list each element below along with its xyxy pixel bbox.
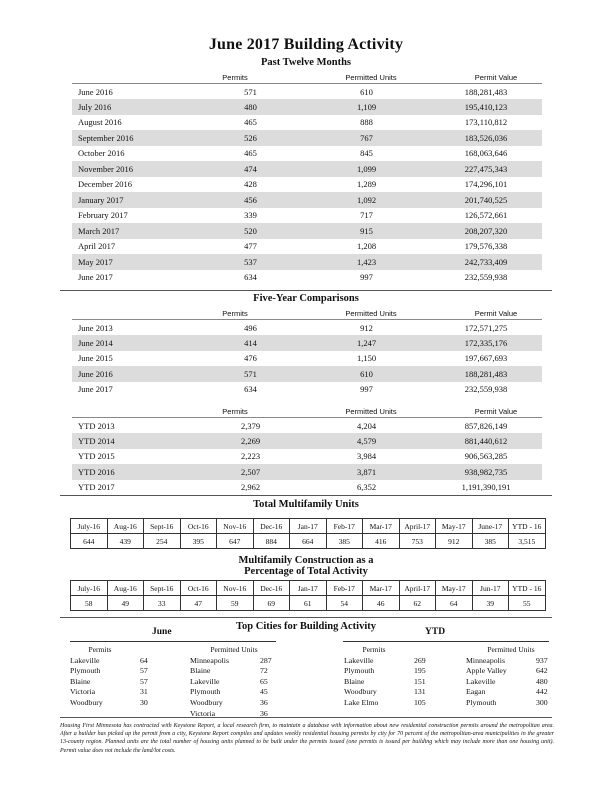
units-cell: 1,150 — [356, 353, 377, 364]
ytd-header-value: Permit Value — [474, 407, 518, 416]
month-cell: Nov-16 — [217, 519, 254, 534]
table-row — [72, 208, 542, 224]
five-header-permits: Permits — [222, 309, 248, 318]
value-cell: 208,207,320 — [430, 223, 542, 239]
ytd-permits-header: Permits — [362, 645, 386, 654]
permits-cell: 634 — [244, 384, 257, 395]
table-row — [72, 84, 542, 100]
row-label: July 2016 — [72, 99, 198, 115]
city-row — [466, 666, 566, 677]
row-label: YTD 2015 — [78, 451, 115, 462]
city-name: Lakeville — [466, 676, 496, 686]
table-row — [72, 382, 542, 398]
city-name: Victoria — [70, 687, 96, 697]
month-cell: Jan-17 — [290, 519, 327, 534]
city-row — [190, 666, 290, 677]
row-label: June 2016 — [72, 366, 198, 382]
permits-cell: 2,962 — [240, 482, 261, 493]
value-cell: 59 — [217, 596, 254, 611]
city-name: Minneapolis — [190, 655, 229, 665]
five-year-subtitle: Five-Year Comparisons — [253, 293, 359, 304]
row-label: June 2015 — [78, 353, 113, 364]
table-row — [72, 99, 542, 115]
value-cell: 55 — [509, 596, 546, 611]
units-cell: 845 — [360, 148, 373, 159]
city-row — [344, 656, 444, 667]
city-value: 300 — [536, 697, 548, 707]
city-value: 195 — [414, 666, 426, 676]
june-permits-header: Permits — [88, 645, 112, 654]
units-cell: 1,208 — [356, 241, 377, 252]
value-cell: 173,110,812 — [464, 117, 508, 128]
ytd-header-units: Permitted Units — [345, 407, 397, 416]
permits-cell: 428 — [244, 179, 257, 190]
table-row — [72, 115, 542, 131]
row-label: January 2017 — [72, 192, 198, 208]
city-row — [344, 677, 444, 688]
city-row — [190, 656, 290, 667]
row-label: YTD 2017 — [78, 482, 115, 493]
city-value: 57 — [140, 666, 148, 676]
value-cell: 195,410,123 — [430, 99, 542, 115]
value-cell: 183,526,036 — [430, 130, 542, 146]
units-cell: 610 — [303, 366, 430, 382]
city-row — [466, 698, 566, 709]
units-cell: 1,099 — [303, 161, 430, 177]
twelve-months-table — [72, 83, 542, 285]
units-cell: 4,579 — [303, 433, 430, 449]
value-cell: 126,572,661 — [464, 210, 508, 221]
city-name: Plymouth — [344, 666, 375, 676]
city-name: Blaine — [344, 676, 365, 686]
value-cell: 188,281,483 — [430, 366, 542, 382]
city-name: Blaine — [190, 666, 211, 676]
section-divider — [60, 717, 552, 718]
value-cell: 49 — [107, 596, 144, 611]
value-cell: 857,826,149 — [430, 418, 542, 434]
units-cell: 3,871 — [303, 464, 430, 480]
city-value: 72 — [260, 666, 268, 676]
row-label: June 2016 — [72, 84, 198, 100]
month-cell: April-17 — [399, 519, 436, 534]
value-cell: 385 — [472, 534, 509, 549]
city-row — [344, 698, 444, 709]
units-cell: 767 — [303, 130, 430, 146]
ytd-units-header: Permitted Units — [487, 645, 535, 654]
month-cell: Nov-16 — [217, 581, 254, 596]
value-cell: 647 — [217, 534, 254, 549]
city-value: 45 — [260, 687, 268, 697]
multifamily-title: Total Multifamily Units — [253, 499, 359, 510]
value-cell: 33 — [144, 596, 181, 611]
june-units-list — [190, 645, 290, 719]
city-name: Plymouth — [466, 697, 497, 707]
city-value: 30 — [140, 697, 148, 707]
month-cell: Oct-16 — [180, 519, 217, 534]
section-divider — [60, 495, 552, 496]
month-cell: Feb-17 — [326, 581, 363, 596]
value-cell: 242,733,409 — [430, 254, 542, 270]
value-cell: 197,667,693 — [464, 353, 508, 364]
city-row — [70, 698, 170, 709]
value-cell: 3,515 — [509, 534, 546, 549]
row-label: June 2017 — [78, 384, 113, 395]
permits-cell: 414 — [198, 335, 303, 351]
ytd-header-permits: Permits — [222, 407, 248, 416]
value-cell: 395 — [180, 534, 217, 549]
month-cell: July-16 — [71, 581, 108, 596]
units-cell: 3,984 — [356, 451, 377, 462]
month-cell: Aug-16 — [107, 519, 144, 534]
table-row — [72, 177, 542, 193]
city-value: 480 — [536, 676, 548, 686]
row-label: September 2016 — [72, 130, 198, 146]
units-cell: 997 — [360, 384, 373, 395]
value-cell: 232,559,938 — [464, 272, 508, 283]
permits-cell: 477 — [244, 241, 257, 252]
table-row — [72, 335, 542, 351]
value-cell: 906,563,285 — [464, 451, 508, 462]
value-cell: 188,281,483 — [430, 84, 542, 100]
table-row — [72, 223, 542, 239]
city-row — [190, 677, 290, 688]
top-cities-title: Top Cities for Building Activity — [235, 621, 377, 632]
table-row — [72, 418, 542, 434]
footnote: Housing First Minnesota has contracted with Keystone Report, a local research firm, to maintain a database with information about new residential construction permits around the metropolitan area. After a builder has picked up the permit from a city, Keystone Report compiles and updates weekly residential housing permits by city for 70 percent of the metropolitan-area municipalities in the greater 13-county region. Planned units are the total number of housing units planned to be built under the permits issued (one permits is issued per building which may include more than one housing unit). Permit value does not include the land/lot costs. — [60, 723, 554, 754]
city-value: 642 — [536, 666, 548, 676]
row-label: May 2017 — [72, 254, 198, 270]
city-name: Plymouth — [70, 666, 101, 676]
city-name: Victoria — [190, 708, 216, 718]
units-cell: 1,247 — [303, 335, 430, 351]
value-row — [71, 534, 546, 549]
section-divider — [60, 290, 552, 291]
value-cell: 753 — [399, 534, 436, 549]
five-header-units: Permitted Units — [345, 309, 397, 318]
page-title: June 2017 Building Activity — [208, 36, 404, 53]
value-row — [71, 596, 546, 611]
five-header-value: Permit Value — [474, 309, 518, 318]
city-name: Blaine — [70, 676, 91, 686]
city-name: Woodbury — [344, 687, 377, 697]
row-label: October 2016 — [78, 148, 125, 159]
value-cell: 46 — [363, 596, 400, 611]
city-name: Minneapolis — [466, 655, 505, 665]
month-cell: Aug-16 — [107, 581, 144, 596]
city-value: 937 — [536, 655, 548, 665]
permits-cell: 339 — [244, 210, 257, 221]
units-cell: 912 — [303, 320, 430, 336]
pct-title-line1: Multifamily Construction as a — [238, 555, 374, 566]
value-cell: 439 — [107, 534, 144, 549]
table-row — [72, 320, 542, 336]
value-cell: 69 — [253, 596, 290, 611]
city-value: 105 — [414, 697, 426, 707]
units-cell: 1,289 — [356, 179, 377, 190]
permits-cell: 2,269 — [198, 433, 303, 449]
city-row — [466, 677, 566, 688]
permits-cell: 2,223 — [240, 451, 261, 462]
units-cell: 997 — [360, 272, 373, 283]
table-row — [72, 130, 542, 146]
permits-cell: 456 — [198, 192, 303, 208]
value-cell: 254 — [144, 534, 181, 549]
row-label: August 2016 — [78, 117, 122, 128]
value-cell: 174,296,101 — [464, 179, 508, 190]
value-cell: 47 — [180, 596, 217, 611]
twelve-months-subtitle: Past Twelve Months — [260, 57, 352, 68]
month-header-row — [71, 519, 546, 534]
city-name: Apple Valley — [466, 666, 507, 676]
city-value: 151 — [414, 676, 426, 686]
section-divider — [60, 617, 552, 618]
table-row — [72, 366, 542, 382]
table-row — [72, 351, 542, 367]
month-cell: Oct-16 — [180, 581, 217, 596]
permits-cell: 480 — [198, 99, 303, 115]
value-cell: 58 — [71, 596, 108, 611]
month-cell: Dec-16 — [253, 519, 290, 534]
city-name: Woodbury — [190, 697, 223, 707]
permits-cell: 634 — [244, 272, 257, 283]
month-cell: April-17 — [399, 581, 436, 596]
value-cell: 172,571,275 — [430, 320, 542, 336]
units-cell: 717 — [360, 210, 373, 221]
city-value: 442 — [536, 687, 548, 697]
permits-cell: 520 — [198, 223, 303, 239]
permits-cell: 2,379 — [198, 418, 303, 434]
value-cell: 644 — [71, 534, 108, 549]
permits-cell: 474 — [198, 161, 303, 177]
value-cell: 172,335,176 — [430, 335, 542, 351]
twelve-header-value: Permit Value — [474, 73, 518, 82]
month-cell: June-17 — [472, 519, 509, 534]
table-row — [72, 192, 542, 208]
row-label: YTD 2016 — [72, 464, 198, 480]
permits-cell: 2,507 — [198, 464, 303, 480]
month-cell: May-17 — [436, 581, 473, 596]
city-row — [344, 687, 444, 698]
units-cell: 6,352 — [356, 482, 377, 493]
row-label: June 2013 — [72, 320, 198, 336]
city-row — [466, 687, 566, 698]
city-name: Woodbury — [70, 697, 103, 707]
city-name: Lakeville — [344, 655, 374, 665]
month-cell: YTD - 16 — [509, 519, 546, 534]
value-cell: 664 — [290, 534, 327, 549]
value-cell: 62 — [399, 596, 436, 611]
permits-cell: 476 — [244, 353, 257, 364]
city-row — [70, 687, 170, 698]
value-cell: 912 — [436, 534, 473, 549]
pct-table — [70, 580, 546, 611]
units-cell: 610 — [303, 84, 430, 100]
city-value: 287 — [260, 655, 272, 665]
units-cell: 1,423 — [303, 254, 430, 270]
value-cell: 179,576,338 — [464, 241, 508, 252]
value-cell: 881,440,612 — [430, 433, 542, 449]
row-label: June 2014 — [72, 335, 198, 351]
ytd-permits-list — [344, 645, 444, 709]
city-value: 57 — [140, 676, 148, 686]
row-label: November 2016 — [72, 161, 198, 177]
month-cell: July-16 — [71, 519, 108, 534]
table-row — [72, 449, 542, 465]
value-cell: 1,191,390,191 — [461, 482, 511, 493]
city-name: Plymouth — [190, 687, 221, 697]
permits-cell: 496 — [198, 320, 303, 336]
pct-title-line2: Percentage of Total Activity — [244, 566, 368, 577]
value-cell: 61 — [290, 596, 327, 611]
value-cell: 168,063,646 — [464, 148, 508, 159]
row-label: June 2017 — [78, 272, 113, 283]
table-row — [72, 239, 542, 255]
value-cell: 64 — [436, 596, 473, 611]
table-row — [72, 480, 542, 496]
month-cell: Dec-16 — [253, 581, 290, 596]
value-cell: 385 — [326, 534, 363, 549]
table-row — [72, 254, 542, 270]
month-cell: YTD - 16 — [509, 581, 546, 596]
city-row — [190, 698, 290, 709]
five-year-table — [72, 319, 542, 397]
permits-cell: 537 — [198, 254, 303, 270]
row-label: December 2016 — [78, 179, 133, 190]
month-cell: Mar-17 — [363, 519, 400, 534]
city-value: 131 — [414, 687, 426, 697]
city-name: Lakeville — [190, 676, 220, 686]
permits-cell: 465 — [244, 117, 257, 128]
permits-cell: 571 — [198, 366, 303, 382]
units-cell: 1,109 — [303, 99, 430, 115]
twelve-header-permits: Permits — [222, 73, 248, 82]
city-row — [344, 666, 444, 677]
june-units-header: Permitted Units — [210, 645, 258, 654]
units-cell: 1,092 — [303, 192, 430, 208]
city-name: Eagan — [466, 687, 486, 697]
month-cell: Feb-17 — [326, 519, 363, 534]
ytd-units-list — [466, 645, 566, 709]
units-cell: 915 — [303, 223, 430, 239]
city-value: 36 — [260, 697, 268, 707]
june-label: June — [152, 627, 172, 637]
ytd-underline — [343, 641, 549, 642]
value-cell: 227,475,343 — [430, 161, 542, 177]
multifamily-table — [70, 518, 546, 549]
city-value: 269 — [414, 655, 426, 665]
table-row — [72, 270, 542, 286]
row-label: YTD 2013 — [72, 418, 198, 434]
row-label: YTD 2014 — [72, 433, 198, 449]
table-row — [72, 464, 542, 480]
table-row — [72, 433, 542, 449]
city-row — [190, 687, 290, 698]
month-cell: Jun-17 — [472, 581, 509, 596]
month-cell: May-17 — [436, 519, 473, 534]
permits-cell: 571 — [198, 84, 303, 100]
city-row — [70, 677, 170, 688]
ytd-table — [72, 417, 542, 495]
june-underline — [70, 641, 276, 642]
value-cell: 416 — [363, 534, 400, 549]
ytd-label: YTD — [425, 627, 446, 637]
city-name: Lakeville — [70, 655, 100, 665]
june-permits-list — [70, 645, 170, 709]
table-row — [72, 161, 542, 177]
city-value: 36 — [260, 708, 268, 718]
value-cell: 54 — [326, 596, 363, 611]
city-value: 31 — [140, 687, 148, 697]
units-cell: 888 — [360, 117, 373, 128]
units-cell: 4,204 — [303, 418, 430, 434]
month-cell: Sept-16 — [144, 581, 181, 596]
city-value: 64 — [140, 655, 148, 665]
row-label: April 2017 — [78, 241, 116, 252]
city-row — [70, 656, 170, 667]
month-cell: Mar-17 — [363, 581, 400, 596]
city-row — [70, 666, 170, 677]
value-cell: 201,740,525 — [430, 192, 542, 208]
value-cell: 39 — [472, 596, 509, 611]
permits-cell: 526 — [198, 130, 303, 146]
twelve-header-units: Permitted Units — [345, 73, 397, 82]
city-row — [466, 656, 566, 667]
month-cell: Sept-16 — [144, 519, 181, 534]
permits-cell: 465 — [244, 148, 257, 159]
table-row — [72, 146, 542, 162]
month-header-row — [71, 581, 546, 596]
row-label: February 2017 — [78, 210, 128, 221]
row-label: March 2017 — [72, 223, 198, 239]
value-cell: 884 — [253, 534, 290, 549]
city-value: 65 — [260, 676, 268, 686]
value-cell: 232,559,938 — [464, 384, 508, 395]
value-cell: 938,982,735 — [430, 464, 542, 480]
month-cell: Jan-17 — [290, 581, 327, 596]
city-name: Lake Elmo — [344, 697, 379, 707]
